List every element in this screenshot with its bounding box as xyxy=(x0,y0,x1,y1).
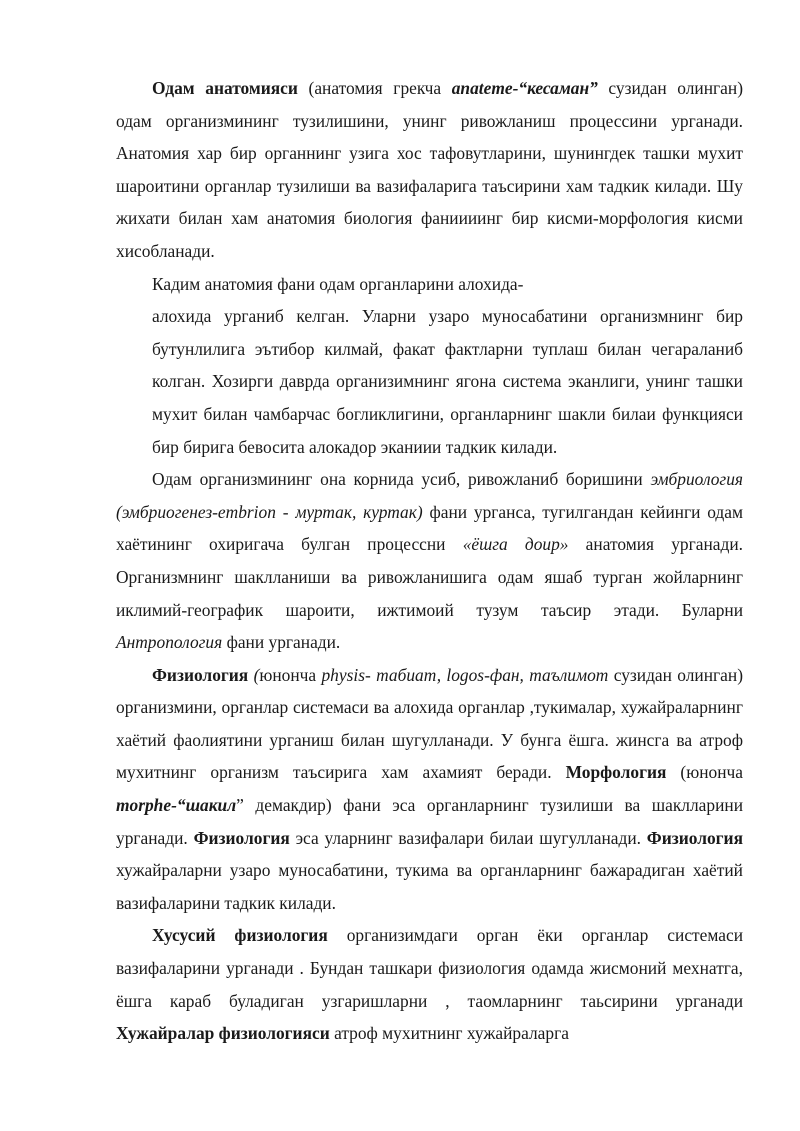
text-run: эса уларнинг вазифалари билаи шугулланади. xyxy=(289,827,647,848)
text-run: ( xyxy=(248,664,260,685)
text-run: сузидан олинган) организмини, органлар системаси ва алохида органлар ,тукималар, хужайраларнинг хаётий фаолиятини урганиш билан шугулланади. У бунга ёшга. жинсга ва атроф мухитнинг организм таъсирига хам ахамият беради. xyxy=(116,664,743,783)
paragraph-anatomy-intro xyxy=(116,72,743,268)
text-run: physis- табиат, logos-фан, таълимот xyxy=(321,664,609,685)
paragraph-physiology xyxy=(116,659,743,920)
text-run: morphe-“шакил xyxy=(116,795,237,816)
text-run: алохида урганиб келган. Уларни узаро муносабатини организмнинг бир бутунлилига эътибор килмай, факат фактларни туплаш билан чегараланиб колган. Хозирги даврда организимнинг ягона система эканлиги, унинг ташки мухит билан чамбарчас богликлигини, органларнинг шакли билаи функцияси бир бирига бевосита алокадор эканиии тадкик килади. xyxy=(152,306,743,457)
text-run: (анатомия грекча xyxy=(297,78,452,98)
text-run: (юнонча xyxy=(666,762,743,783)
text-run: Антропология xyxy=(116,632,223,653)
text-run: Одам организмининг она корнида усиб, ривожланиб боришини xyxy=(152,469,651,490)
text-run: хужайраларни узаро муносабатини, тукима ва органларнинг бажарадиган хаётий вазифаларини тадкик килади. xyxy=(116,860,743,913)
text-run: сузидан олинган) одам организмининг тузилишини, унинг ривожланиш процессини урганади. Анатомия хар бир органнинг узига хос тафовутларини, шунингдек ташки мухит шароитини органлар тузилиши ва вазифаларига таъсирини хам тадкик килади. Шу жихати билан хам анатомия биология фаниииинг бир кисми-морфология кисми хисобланади. xyxy=(116,78,743,261)
text-run: Хусусий физиология xyxy=(152,925,328,946)
paragraph-ancient-anatomy xyxy=(116,268,743,301)
text-run: фани урганади. xyxy=(222,632,341,653)
text-run: атроф мухитнинг хужайраларга xyxy=(329,1023,569,1044)
paragraph-ancient-anatomy-cont xyxy=(116,300,743,463)
text-run: Морфология xyxy=(565,762,667,783)
text-run: Хужайралар физиологияси xyxy=(116,1023,330,1044)
text-run: Физиология xyxy=(152,664,249,685)
text-run: юнонча xyxy=(259,664,322,685)
text-run: ” демакдир) фани эса органларнинг тузилиши ва шаклларини урганади. xyxy=(116,795,743,848)
text-run: «ёшга доир» xyxy=(462,534,569,555)
paragraph-special-physiology xyxy=(116,919,743,1049)
paragraph-embryology xyxy=(116,463,743,659)
text-run: анатомия урганади. Организмнинг шаклланиши ва ривожланишига одам яшаб турган жойларнинг иклимий-географик шароити, ижтимоий тузум таъсир этади. Буларни xyxy=(116,534,743,620)
text-run: эмбриология (эмбриогенез-embrion - муртак, куртак) xyxy=(116,469,743,522)
text-run: Кадим анатомия фани одам органларини алохида- xyxy=(152,273,524,294)
text-run: Физиология xyxy=(646,827,743,848)
text-run: Одам анатомияси xyxy=(152,78,298,98)
document-body xyxy=(116,72,743,1050)
text-run: Физиология xyxy=(193,827,290,848)
text-run: фани урганса, тугилгандан кейинги одам хаётининг охиригача булган процессни xyxy=(116,501,743,555)
text-run: организимдаги орган ёки органлар системаси вазифаларини урганади . Бундан ташкари физиология одамда жисмоний мехнатга, ёшга караб буладиган узгаришларни , таомларнинг таьсирини урганади xyxy=(116,925,744,1011)
text-run: anateme-“кесаман” xyxy=(451,78,598,98)
